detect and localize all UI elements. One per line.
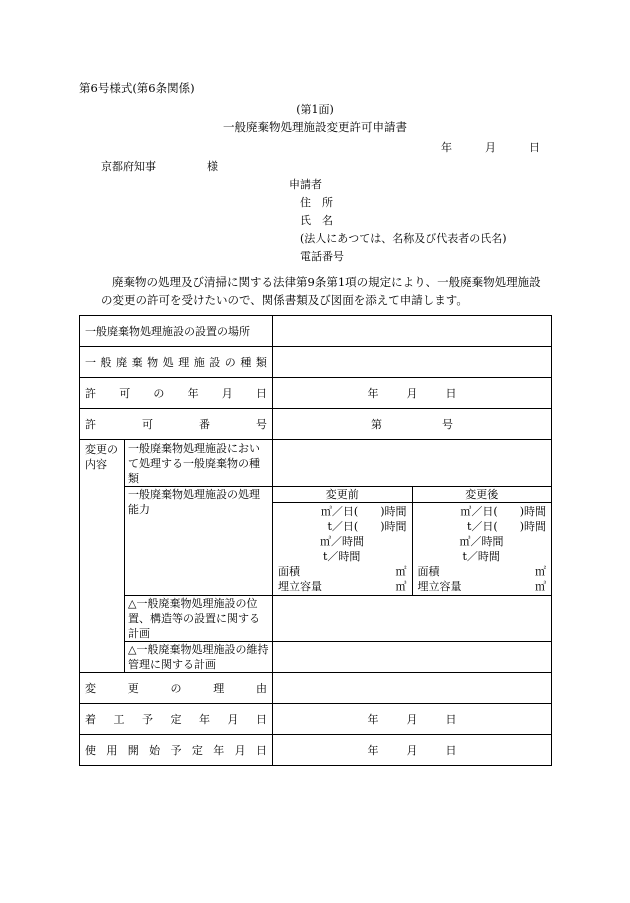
body-text-line1: 廃棄物の処理及び清掃に関する法律第9条第1項の規定により、一般廃棄物処理施設 [112, 275, 541, 289]
value-location[interactable] [273, 316, 552, 347]
value-permit-date[interactable]: 年 月 日 [273, 378, 552, 409]
applicant-address: 住 所 [300, 196, 333, 209]
label-permit-date: 許 可 の 年 月 日 [80, 378, 273, 409]
value-waste-type[interactable] [273, 440, 552, 487]
value-position-plan[interactable] [273, 596, 552, 642]
capacity-after-header: 変更後 [412, 487, 551, 503]
value-start-date[interactable]: 年 月 日 [273, 704, 552, 735]
capacity-cell [273, 487, 552, 596]
label-position-plan: △一般廃棄物処理施設の位置、構造等の設置に関する計画 [125, 596, 273, 642]
label-permit-number: 許 可 番 号 [80, 409, 273, 440]
applicant-label: 申請者 [289, 178, 322, 191]
value-facility-type[interactable] [273, 347, 552, 378]
date-line [441, 139, 540, 155]
date-day: 日 [529, 141, 540, 154]
applicant-note: (法人にあつては、名称及び代表者の氏名) [300, 232, 507, 245]
label-capacity: 一般廃棄物処理施設の処理能力 [125, 487, 273, 596]
value-use-start-date[interactable]: 年 月 日 [273, 735, 552, 766]
applicant-name: 氏 名 [300, 214, 333, 227]
label-facility-type: 一 般 廃 棄 物 処 理 施 設 の 種 類 [80, 347, 273, 378]
form-number: 第6号様式(第6条関係) [79, 81, 195, 95]
application-table [79, 315, 552, 766]
capacity-before-header: 変更前 [273, 487, 412, 503]
value-reason[interactable] [273, 673, 552, 704]
page-title: 一般廃棄物処理施設変更許可申請書 [223, 120, 407, 134]
label-use-start-date: 使 用 開 始 予 定 年 月 日 [80, 735, 273, 766]
addressee-honorific: 様 [207, 160, 218, 173]
capacity-after[interactable]: ㎥／日( )時間 t／日( )時間 ㎥／時間 t／時間 面積 ㎡ 埋立容量 ㎥ [412, 503, 551, 596]
value-permit-number[interactable]: 第 号 [273, 409, 552, 440]
date-month: 月 [485, 141, 496, 154]
date-year: 年 [441, 141, 452, 154]
applicant-phone: 電話番号 [300, 250, 344, 263]
body-text-line2: の変更の許可を受けたいので、関係書類及び図面を添えて申請します。 [101, 293, 468, 307]
addressee-name: 京都府知事 [101, 160, 156, 173]
label-reason: 変 更 の 理 由 [80, 673, 273, 704]
addressee [101, 158, 218, 174]
value-maintenance-plan[interactable] [273, 642, 552, 673]
label-waste-type: 一般廃棄物処理施設において処理する一般廃棄物の種類 [125, 440, 273, 487]
page-label: (第1面) [296, 103, 334, 116]
label-change-group: 変更の内容 [80, 440, 125, 673]
label-start-date: 着 工 予 定 年 月 日 [80, 704, 273, 735]
label-maintenance-plan: △一般廃棄物処理施設の維持管理に関する計画 [125, 642, 273, 673]
capacity-before[interactable]: ㎥／日( )時間 t／日( )時間 ㎥／時間 t／時間 面積 ㎡ 埋立容量 ㎥ [273, 503, 412, 596]
label-location: 一般廃棄物処理施設の設置の場所 [80, 316, 273, 347]
